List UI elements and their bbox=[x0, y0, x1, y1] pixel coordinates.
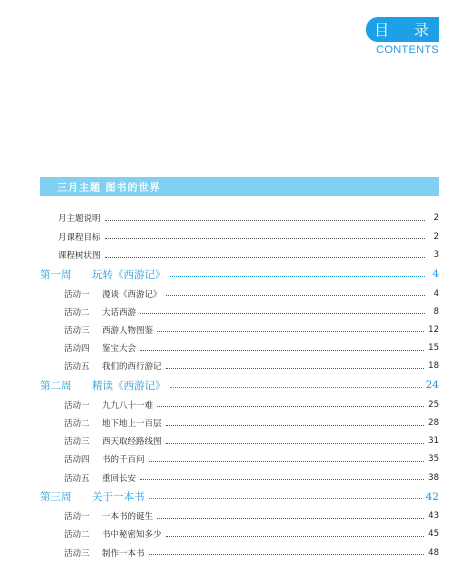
toc-subtitle: CONTENTS bbox=[376, 44, 439, 56]
activity-item[interactable] bbox=[64, 341, 439, 355]
dot-leader bbox=[170, 387, 422, 388]
entry-label bbox=[64, 453, 145, 465]
entry-label bbox=[64, 288, 162, 300]
entry-label bbox=[64, 547, 145, 559]
entry-label bbox=[64, 399, 153, 411]
dot-leader bbox=[149, 461, 425, 462]
entry-title: 月课程目标 bbox=[58, 232, 101, 243]
page-number: 8 bbox=[433, 306, 439, 317]
entry-prefix: 活动一 bbox=[64, 289, 90, 300]
entry-prefix: 活动三 bbox=[64, 548, 90, 559]
entry-title: 玩转《西游记》 bbox=[92, 268, 166, 281]
entry-label bbox=[58, 231, 101, 243]
activity-item[interactable] bbox=[64, 452, 439, 466]
entry-label bbox=[64, 528, 162, 540]
entry-prefix: 第一周 bbox=[40, 268, 72, 281]
entry-title: 关于一本书 bbox=[92, 491, 145, 504]
page-number: 45 bbox=[428, 529, 439, 540]
entry-label bbox=[58, 212, 101, 224]
entry-title: 我们的西行游记 bbox=[102, 362, 162, 373]
activity-item[interactable] bbox=[64, 509, 439, 523]
entry-title: 一本书的诞生 bbox=[102, 512, 154, 523]
dot-leader bbox=[149, 498, 422, 499]
entry-title: 制作一本书 bbox=[102, 548, 145, 559]
entry-title: 重回长安 bbox=[102, 473, 137, 484]
activity-item[interactable] bbox=[64, 527, 439, 541]
page-number: 3 bbox=[433, 250, 439, 260]
page-number: 42 bbox=[425, 490, 439, 503]
dot-leader bbox=[166, 295, 425, 296]
activity-item[interactable] bbox=[64, 434, 439, 448]
page-number: 4 bbox=[432, 268, 439, 280]
week-heading[interactable] bbox=[40, 378, 439, 392]
entry-title: 九九八十一难 bbox=[102, 400, 154, 411]
week-heading[interactable] bbox=[40, 490, 439, 504]
entry-label bbox=[64, 306, 136, 318]
entry-label bbox=[64, 360, 162, 372]
activity-item[interactable] bbox=[64, 416, 439, 430]
dot-leader bbox=[166, 368, 425, 369]
entry-label bbox=[58, 249, 101, 261]
dot-leader bbox=[149, 554, 425, 555]
page-number: 2 bbox=[433, 213, 439, 223]
dot-leader bbox=[140, 479, 424, 480]
entry-title: 书中秘密知多少 bbox=[102, 530, 162, 541]
page-number: 2 bbox=[433, 231, 439, 242]
page-number: 28 bbox=[428, 418, 439, 428]
entry-label bbox=[64, 417, 162, 429]
entry-prefix: 活动二 bbox=[64, 307, 90, 318]
entry-title: 精读《西游记》 bbox=[92, 379, 166, 392]
entry-label bbox=[40, 489, 145, 504]
entry-title: 课程树状图 bbox=[58, 251, 101, 261]
theme-bar: 三月主题 图书的世界 bbox=[40, 177, 439, 196]
dot-leader bbox=[166, 443, 425, 444]
entry-prefix: 活动四 bbox=[64, 455, 90, 466]
entry-title: 漫谈《西游记》 bbox=[102, 289, 162, 300]
activity-item[interactable] bbox=[64, 359, 439, 373]
dot-leader bbox=[166, 425, 425, 426]
dot-leader bbox=[105, 220, 425, 221]
entry-title: 地下地上一百层 bbox=[102, 419, 162, 429]
page-number: 24 bbox=[425, 379, 439, 392]
dot-leader bbox=[157, 406, 424, 407]
entry-title: 书的千百问 bbox=[102, 455, 145, 466]
entry-label bbox=[64, 324, 153, 336]
intro-item[interactable] bbox=[58, 230, 439, 244]
entry-prefix: 活动四 bbox=[64, 344, 90, 355]
page-number: 4 bbox=[433, 288, 439, 299]
activity-item[interactable] bbox=[64, 305, 439, 319]
entry-prefix: 活动五 bbox=[64, 362, 90, 373]
dot-leader bbox=[170, 276, 426, 277]
entry-label bbox=[64, 472, 136, 484]
entry-label bbox=[64, 342, 136, 354]
page-number: 38 bbox=[428, 472, 439, 483]
entry-prefix: 第三周 bbox=[40, 491, 72, 504]
dot-leader bbox=[105, 238, 425, 239]
entry-title: 大话西游 bbox=[102, 307, 137, 318]
intro-item[interactable] bbox=[58, 211, 439, 225]
entry-title: 西游人物图鉴 bbox=[102, 325, 154, 336]
entry-prefix: 第二周 bbox=[40, 379, 72, 392]
activity-item[interactable] bbox=[64, 323, 439, 337]
dot-leader bbox=[140, 350, 424, 351]
entry-prefix: 活动三 bbox=[64, 325, 90, 336]
intro-item[interactable] bbox=[58, 248, 439, 262]
page-number: 48 bbox=[428, 547, 439, 558]
page-number: 15 bbox=[428, 343, 439, 354]
page-number: 25 bbox=[428, 399, 439, 410]
toc-title: 目 录 bbox=[366, 17, 439, 42]
page-number: 35 bbox=[428, 454, 439, 465]
activity-item[interactable] bbox=[64, 287, 439, 301]
entry-prefix: 活动三 bbox=[64, 437, 90, 448]
dot-leader bbox=[157, 518, 424, 519]
page-number: 31 bbox=[428, 436, 439, 447]
entry-title: 鉴宝大会 bbox=[102, 344, 137, 355]
dot-leader bbox=[166, 536, 425, 537]
dot-leader bbox=[140, 313, 425, 314]
activity-item[interactable] bbox=[64, 398, 439, 412]
entry-prefix: 活动一 bbox=[64, 512, 90, 523]
entry-label bbox=[64, 510, 153, 522]
entry-prefix: 活动二 bbox=[64, 530, 90, 541]
entry-title: 月主题说明 bbox=[58, 214, 101, 224]
page-number: 12 bbox=[428, 324, 439, 335]
entry-prefix: 活动二 bbox=[64, 419, 90, 429]
page-number: 43 bbox=[428, 511, 439, 522]
entry-label bbox=[64, 435, 162, 447]
dot-leader bbox=[157, 331, 424, 332]
entry-title: 西天取经路线图 bbox=[102, 437, 162, 448]
dot-leader bbox=[105, 257, 425, 258]
activity-item[interactable] bbox=[64, 471, 439, 485]
entry-label bbox=[40, 267, 166, 282]
entry-prefix: 活动一 bbox=[64, 400, 90, 411]
entry-label bbox=[40, 378, 166, 393]
activity-item[interactable] bbox=[64, 546, 439, 560]
week-heading[interactable] bbox=[40, 267, 439, 281]
entry-prefix: 活动五 bbox=[64, 473, 90, 484]
page-number: 18 bbox=[428, 361, 439, 372]
